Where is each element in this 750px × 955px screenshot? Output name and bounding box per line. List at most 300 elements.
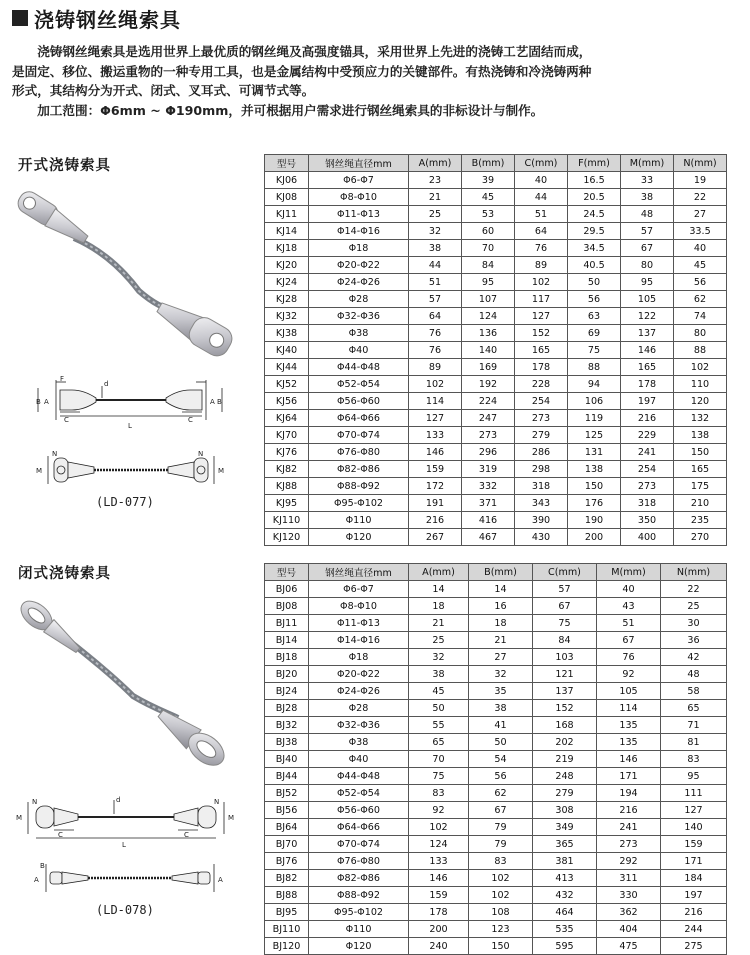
table-row	[265, 512, 727, 529]
table-cell: 22	[674, 189, 727, 206]
table-header-cell: 钢丝绳直径mm	[309, 564, 409, 581]
table-cell: 83	[661, 751, 727, 768]
dim-label-d: d	[116, 796, 121, 804]
table-cell: 152	[515, 325, 568, 342]
table-cell: 318	[621, 495, 674, 512]
table-row	[265, 274, 727, 291]
table-cell: 84	[533, 632, 597, 649]
table-cell: 40	[515, 172, 568, 189]
table-cell: 178	[409, 904, 469, 921]
table-cell: KJ82	[265, 461, 309, 478]
table-cell: 102	[674, 359, 727, 376]
table-cell: 168	[533, 717, 597, 734]
table-cell: 350	[621, 512, 674, 529]
dim-label-a: A	[34, 876, 39, 884]
table-row	[265, 376, 727, 393]
table-row	[265, 495, 727, 512]
table-cell: 45	[462, 189, 515, 206]
dim-label-a: A	[218, 876, 223, 884]
table-cell: 308	[533, 802, 597, 819]
table-cell: 83	[409, 785, 469, 802]
table-cell: KJ11	[265, 206, 309, 223]
table-cell: 273	[597, 836, 661, 853]
table-cell: KJ20	[265, 257, 309, 274]
table-cell: 146	[409, 870, 469, 887]
table-cell: 16.5	[568, 172, 621, 189]
table-cell: 595	[533, 938, 597, 955]
table-cell: Φ28	[309, 700, 409, 717]
dim-label-f: F	[60, 376, 65, 383]
table-cell: Φ11-Φ13	[309, 206, 409, 223]
table-cell: 79	[469, 819, 533, 836]
table-cell: 467	[462, 529, 515, 546]
table-cell: 54	[469, 751, 533, 768]
table-cell: 21	[409, 189, 462, 206]
table-cell: 56	[469, 768, 533, 785]
dim-label-d: d	[104, 380, 109, 388]
table-row	[265, 478, 727, 495]
table-cell: KJ44	[265, 359, 309, 376]
table-cell: 33	[621, 172, 674, 189]
table-cell: 254	[621, 461, 674, 478]
table-cell: 67	[469, 802, 533, 819]
table-row	[265, 359, 727, 376]
table-row	[265, 632, 727, 649]
table-cell: 33.5	[674, 223, 727, 240]
table-cell: 25	[409, 632, 469, 649]
table-cell: Φ44-Φ48	[309, 359, 409, 376]
table-cell: 122	[621, 308, 674, 325]
table-cell: 184	[661, 870, 727, 887]
table-cell: Φ6-Φ7	[309, 581, 409, 598]
table-cell: Φ82-Φ86	[309, 461, 409, 478]
table-cell: 106	[568, 393, 621, 410]
table-cell: 123	[469, 921, 533, 938]
dim-label-m: M	[36, 467, 43, 475]
table-cell: 197	[661, 887, 727, 904]
table-row	[265, 700, 727, 717]
table-cell: 133	[409, 853, 469, 870]
table-cell: 120	[674, 393, 727, 410]
table-cell: 20.5	[568, 189, 621, 206]
table-cell: 111	[661, 785, 727, 802]
table-header-cell: B(mm)	[469, 564, 533, 581]
table-cell: BJ82	[265, 870, 309, 887]
table-cell: 45	[674, 257, 727, 274]
table-cell: Φ6-Φ7	[309, 172, 409, 189]
table-cell: 102	[469, 870, 533, 887]
table-cell: 65	[661, 700, 727, 717]
table-cell: 229	[621, 427, 674, 444]
table-cell: 121	[533, 666, 597, 683]
table-row	[265, 206, 727, 223]
table-cell: KJ28	[265, 291, 309, 308]
table-row	[265, 887, 727, 904]
table-cell: 38	[469, 700, 533, 717]
open-socket-side-drawing	[36, 376, 226, 430]
table-cell: 400	[621, 529, 674, 546]
table-cell: KJ24	[265, 274, 309, 291]
open-socket-top-drawing	[36, 450, 226, 490]
table-cell: 110	[674, 376, 727, 393]
table-row	[265, 240, 727, 257]
table-cell: 114	[409, 393, 462, 410]
table-cell: 150	[568, 478, 621, 495]
table-cell: 38	[409, 666, 469, 683]
table-cell: 32	[469, 666, 533, 683]
table-cell: 124	[462, 308, 515, 325]
table-cell: Φ18	[309, 240, 409, 257]
table-cell: 102	[469, 887, 533, 904]
table-row	[265, 904, 727, 921]
table-cell: 43	[597, 598, 661, 615]
closed-model-code: (LD-078)	[96, 903, 154, 917]
table-cell: Φ32-Φ36	[309, 717, 409, 734]
dim-label-n: N	[32, 798, 38, 806]
dim-label-a: A	[210, 398, 215, 406]
table-cell: BJ76	[265, 853, 309, 870]
table-cell: BJ06	[265, 581, 309, 598]
table-cell: 165	[674, 461, 727, 478]
table-row	[265, 257, 727, 274]
table-cell: KJ32	[265, 308, 309, 325]
table-cell: 81	[661, 734, 727, 751]
table-cell: BJ88	[265, 887, 309, 904]
table-cell: 19	[674, 172, 727, 189]
table-header-cell: C(mm)	[533, 564, 597, 581]
closed-spec-table	[264, 563, 727, 955]
table-cell: 135	[597, 717, 661, 734]
table-cell: 76	[515, 240, 568, 257]
table-cell: BJ64	[265, 819, 309, 836]
table-cell: 228	[515, 376, 568, 393]
closed-section-title: 闭式浇铸索具	[18, 566, 111, 582]
table-cell: Φ52-Φ54	[309, 785, 409, 802]
table-cell: 241	[621, 444, 674, 461]
table-cell: 25	[661, 598, 727, 615]
table-header-cell: N(mm)	[661, 564, 727, 581]
table-cell: 70	[462, 240, 515, 257]
table-cell: 48	[661, 666, 727, 683]
table-header-cell: N(mm)	[674, 155, 727, 172]
table-cell: 241	[597, 819, 661, 836]
table-cell: 76	[409, 342, 462, 359]
table-cell: BJ18	[265, 649, 309, 666]
table-row	[265, 427, 727, 444]
table-cell: 330	[597, 887, 661, 904]
table-cell: 51	[597, 615, 661, 632]
table-cell: 107	[462, 291, 515, 308]
table-cell: 35	[469, 683, 533, 700]
table-cell: 64	[515, 223, 568, 240]
table-cell: KJ88	[265, 478, 309, 495]
table-header-cell: 型号	[265, 155, 309, 172]
table-cell: 56	[674, 274, 727, 291]
table-cell: 34.5	[568, 240, 621, 257]
table-cell: 102	[515, 274, 568, 291]
table-cell: Φ56-Φ60	[309, 802, 409, 819]
table-cell: 76	[409, 325, 462, 342]
table-cell: 178	[621, 376, 674, 393]
table-cell: 75	[533, 615, 597, 632]
dim-label-a: A	[44, 398, 49, 406]
table-header-cell: M(mm)	[597, 564, 661, 581]
table-cell: 40	[597, 581, 661, 598]
page-title-text: 浇铸钢丝绳索具	[34, 7, 181, 32]
table-cell: 30	[661, 615, 727, 632]
table-cell: KJ70	[265, 427, 309, 444]
table-cell: 67	[621, 240, 674, 257]
table-cell: 319	[462, 461, 515, 478]
table-cell: 127	[515, 308, 568, 325]
table-cell: Φ40	[309, 751, 409, 768]
table-cell: 60	[462, 223, 515, 240]
table-cell: 464	[533, 904, 597, 921]
table-cell: Φ88-Φ92	[309, 887, 409, 904]
table-cell: 27	[674, 206, 727, 223]
table-cell: KJ56	[265, 393, 309, 410]
table-cell: 50	[469, 734, 533, 751]
table-cell: Φ8-Φ10	[309, 598, 409, 615]
table-cell: 216	[597, 802, 661, 819]
table-cell: 102	[409, 819, 469, 836]
table-cell: 125	[568, 427, 621, 444]
table-row	[265, 444, 727, 461]
table-cell: 210	[674, 495, 727, 512]
table-cell: 21	[409, 615, 469, 632]
table-cell: BJ38	[265, 734, 309, 751]
table-cell: 23	[409, 172, 462, 189]
table-cell: BJ110	[265, 921, 309, 938]
table-cell: 178	[515, 359, 568, 376]
table-row	[265, 666, 727, 683]
intro-line: 形式，其结构分为开式、闭式、叉耳式、可调节式等。	[12, 83, 315, 98]
table-cell: 150	[469, 938, 533, 955]
dim-label-c: C	[184, 831, 189, 839]
table-cell: BJ14	[265, 632, 309, 649]
table-cell: 44	[515, 189, 568, 206]
table-cell: 171	[597, 768, 661, 785]
table-cell: 254	[515, 393, 568, 410]
table-cell: 57	[533, 581, 597, 598]
table-header-row	[265, 564, 727, 581]
table-header-cell: A(mm)	[409, 564, 469, 581]
table-header-cell: F(mm)	[568, 155, 621, 172]
table-cell: Φ70-Φ74	[309, 427, 409, 444]
table-cell: BJ11	[265, 615, 309, 632]
table-cell: 74	[674, 308, 727, 325]
table-cell: 39	[462, 172, 515, 189]
table-cell: 133	[409, 427, 462, 444]
table-cell: 136	[462, 325, 515, 342]
table-cell: BJ08	[265, 598, 309, 615]
table-cell: 381	[533, 853, 597, 870]
table-header-cell: B(mm)	[462, 155, 515, 172]
table-cell: Φ110	[309, 512, 409, 529]
table-cell: 92	[597, 666, 661, 683]
table-cell: 29.5	[568, 223, 621, 240]
table-cell: Φ38	[309, 325, 409, 342]
table-cell: KJ40	[265, 342, 309, 359]
table-row	[265, 768, 727, 785]
table-cell: 57	[621, 223, 674, 240]
table-cell: 191	[409, 495, 462, 512]
table-cell: Φ120	[309, 938, 409, 955]
table-cell: 105	[621, 291, 674, 308]
table-cell: 404	[597, 921, 661, 938]
table-cell: 137	[621, 325, 674, 342]
table-cell: KJ38	[265, 325, 309, 342]
table-cell: 57	[409, 291, 462, 308]
table-cell: BJ28	[265, 700, 309, 717]
table-cell: 71	[661, 717, 727, 734]
table-cell: 362	[597, 904, 661, 921]
table-cell: 18	[409, 598, 469, 615]
table-cell: 343	[515, 495, 568, 512]
table-row	[265, 189, 727, 206]
table-cell: 88	[674, 342, 727, 359]
table-cell: 146	[597, 751, 661, 768]
table-cell: 390	[515, 512, 568, 529]
table-cell: BJ52	[265, 785, 309, 802]
table-row	[265, 223, 727, 240]
table-row	[265, 172, 727, 189]
table-cell: 105	[597, 683, 661, 700]
table-cell: 273	[621, 478, 674, 495]
table-cell: BJ120	[265, 938, 309, 955]
table-cell: BJ95	[265, 904, 309, 921]
closed-socket-product-photo	[18, 588, 248, 778]
table-cell: 14	[469, 581, 533, 598]
dim-label-l: L	[122, 841, 126, 849]
table-cell: 48	[621, 206, 674, 223]
table-header-cell: C(mm)	[515, 155, 568, 172]
table-cell: 475	[597, 938, 661, 955]
table-cell: KJ18	[265, 240, 309, 257]
table-cell: BJ70	[265, 836, 309, 853]
table-cell: 108	[469, 904, 533, 921]
table-cell: 50	[568, 274, 621, 291]
table-cell: 44	[409, 257, 462, 274]
table-cell: 80	[621, 257, 674, 274]
table-cell: Φ40	[309, 342, 409, 359]
dim-label-b: B	[36, 398, 41, 406]
table-cell: KJ120	[265, 529, 309, 546]
table-cell: 69	[568, 325, 621, 342]
table-cell: Φ76-Φ80	[309, 853, 409, 870]
table-cell: 58	[661, 683, 727, 700]
open-spec-table	[264, 154, 727, 546]
table-cell: 84	[462, 257, 515, 274]
table-cell: 140	[661, 819, 727, 836]
table-row	[265, 717, 727, 734]
table-cell: 14	[409, 581, 469, 598]
table-cell: 286	[515, 444, 568, 461]
square-bullet-icon	[12, 10, 28, 26]
table-cell: 270	[674, 529, 727, 546]
table-cell: 279	[533, 785, 597, 802]
table-cell: 64	[409, 308, 462, 325]
table-cell: 89	[515, 257, 568, 274]
dim-label-m: M	[228, 814, 235, 822]
table-cell: 40.5	[568, 257, 621, 274]
table-cell: 172	[409, 478, 462, 495]
table-cell: BJ32	[265, 717, 309, 734]
table-cell: 127	[661, 802, 727, 819]
table-cell: 267	[409, 529, 462, 546]
table-cell: 40	[674, 240, 727, 257]
table-cell: 80	[674, 325, 727, 342]
table-cell: 432	[533, 887, 597, 904]
table-cell: 63	[568, 308, 621, 325]
table-cell: KJ76	[265, 444, 309, 461]
table-cell: 311	[597, 870, 661, 887]
table-cell: 159	[409, 461, 462, 478]
table-cell: Φ82-Φ86	[309, 870, 409, 887]
table-cell: 535	[533, 921, 597, 938]
table-row	[265, 938, 727, 955]
table-cell: 102	[409, 376, 462, 393]
table-header-cell: 钢丝绳直径mm	[309, 155, 409, 172]
open-socket-product-photo	[14, 176, 254, 372]
table-cell: 95	[621, 274, 674, 291]
table-cell: 202	[533, 734, 597, 751]
table-cell: 42	[661, 649, 727, 666]
table-cell: 332	[462, 478, 515, 495]
table-row	[265, 802, 727, 819]
table-cell: KJ110	[265, 512, 309, 529]
page-title	[12, 4, 181, 32]
table-cell: 165	[515, 342, 568, 359]
table-cell: 152	[533, 700, 597, 717]
table-cell: 349	[533, 819, 597, 836]
table-cell: 219	[533, 751, 597, 768]
table-cell: 275	[661, 938, 727, 955]
table-cell: Φ20-Φ22	[309, 666, 409, 683]
table-row	[265, 785, 727, 802]
table-cell: Φ56-Φ60	[309, 393, 409, 410]
table-row	[265, 308, 727, 325]
table-cell: 279	[515, 427, 568, 444]
table-cell: 248	[533, 768, 597, 785]
table-cell: BJ40	[265, 751, 309, 768]
table-cell: 138	[568, 461, 621, 478]
table-cell: 131	[568, 444, 621, 461]
table-header-cell: 型号	[265, 564, 309, 581]
table-cell: KJ95	[265, 495, 309, 512]
dim-label-c: C	[188, 416, 193, 424]
table-cell: 67	[597, 632, 661, 649]
table-cell: 273	[515, 410, 568, 427]
table-cell: Φ14-Φ16	[309, 223, 409, 240]
table-cell: 95	[462, 274, 515, 291]
table-row	[265, 410, 727, 427]
intro-line: 浇铸钢丝绳索具是选用世界上最优质的钢丝绳及高强度锚具，采用世界上先进的浇铸工艺固结而成，	[37, 44, 592, 59]
table-row	[265, 529, 727, 546]
table-cell: KJ08	[265, 189, 309, 206]
table-cell: 190	[568, 512, 621, 529]
table-cell: 416	[462, 512, 515, 529]
table-cell: 318	[515, 478, 568, 495]
table-cell: Φ44-Φ48	[309, 768, 409, 785]
table-row	[265, 615, 727, 632]
table-header-cell: A(mm)	[409, 155, 462, 172]
table-cell: 159	[409, 887, 469, 904]
dim-label-b: B	[217, 398, 222, 406]
table-cell: 25	[409, 206, 462, 223]
table-cell: 132	[674, 410, 727, 427]
table-cell: 75	[409, 768, 469, 785]
